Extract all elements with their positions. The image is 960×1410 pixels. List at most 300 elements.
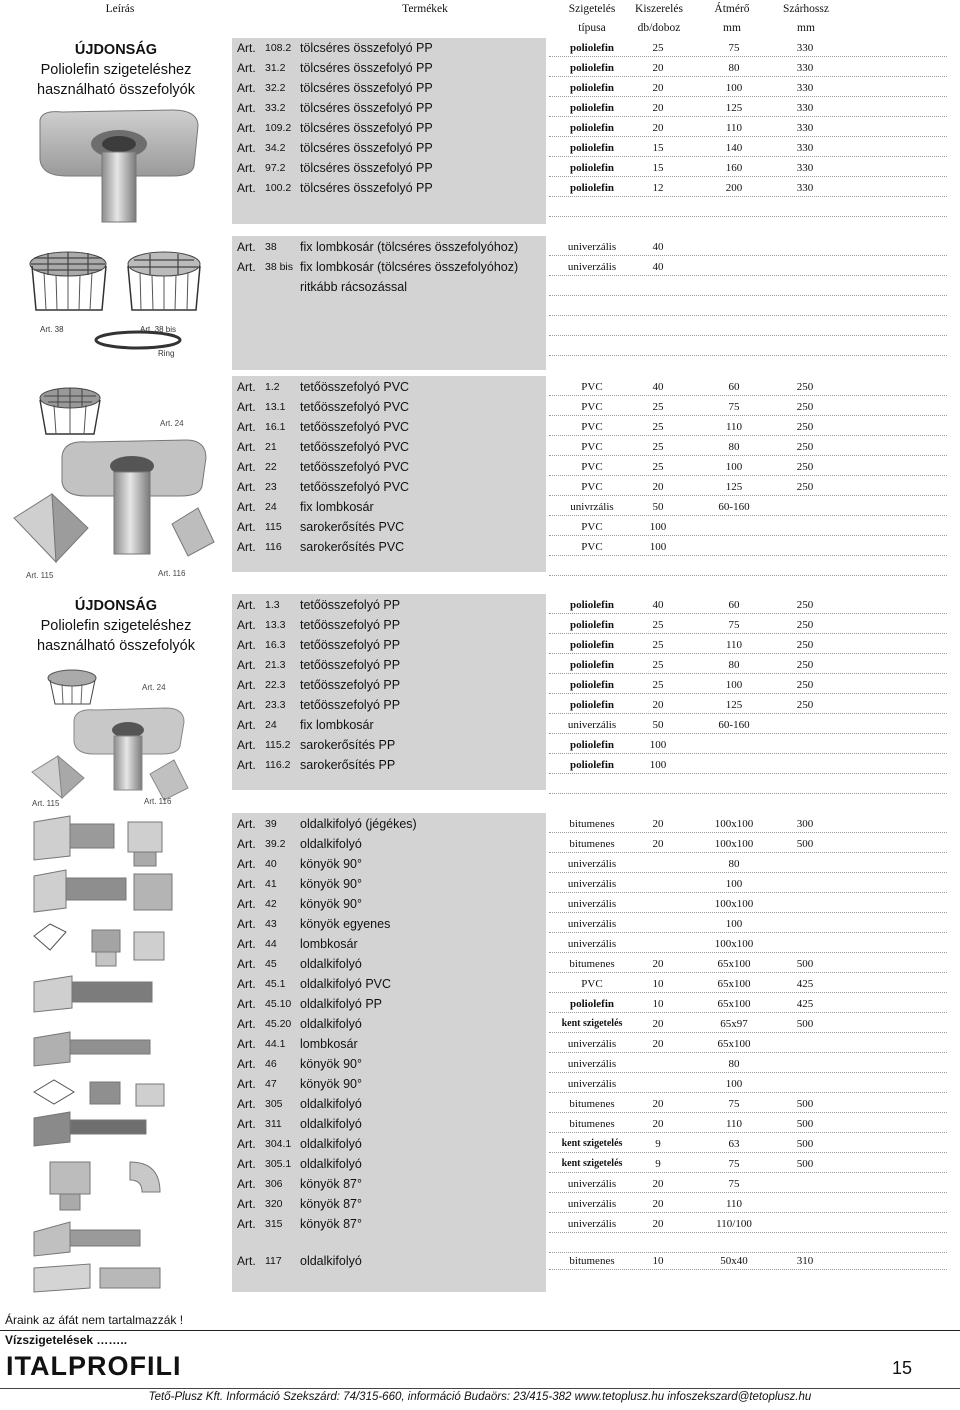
cell-art: Art. [237,1017,256,1031]
row-rule [549,495,947,496]
cell-qty: 15 [652,162,664,174]
cell-ins: poliolefin [569,699,614,711]
cell-qty: 25 [652,659,664,671]
cell-dia: 110 [725,1118,743,1130]
row-rule [549,793,947,794]
cell-num: 311 [265,1118,282,1130]
cell-art: Art. [237,1137,256,1151]
cell-ins: PVC [581,461,603,473]
table-row [0,417,960,437]
cell-qty: 20 [652,1118,664,1130]
cell-num: 117 [265,1255,282,1267]
cell-art: Art. [237,240,256,254]
cell-ins: poliolefin [569,42,614,54]
cell-desc: oldalkifolyó [300,957,362,971]
cell-art: Art. [237,181,256,195]
table-row [0,735,960,755]
row-rule [549,713,947,714]
row-rule [549,196,947,197]
cell-qty: 40 [652,381,664,393]
cell-desc: oldalkifolyó [300,1137,362,1151]
cell-ins: univerzális [567,1218,617,1230]
cell-dia: 50x40 [720,1255,748,1267]
cell-num: 38 [265,241,277,253]
cell-ins: poliolefin [569,122,614,134]
cell-num: 38 bis [265,261,294,273]
table-row [0,1194,960,1214]
cell-ins: PVC [581,541,603,553]
cell-ins: poliolefin [569,619,614,631]
cell-art: Art. [237,161,256,175]
cell-qty: 20 [652,1198,664,1210]
cell-desc: fix lombkosár (tölcséres összefolyóhoz) [300,240,519,254]
cell-desc: sarokerősítés PVC [300,520,405,534]
table-row [0,1174,960,1194]
cell-len: 310 [796,1255,814,1267]
cell-num: 100.2 [265,182,292,194]
table-row [0,38,960,58]
cell-ins: PVC [581,481,603,493]
cell-desc: tetőösszefolyó PP [300,678,401,692]
cell-num: 116 [265,541,282,553]
row-rule [549,335,947,336]
cell-art: Art. [237,1217,256,1231]
cell-qty: 20 [652,481,664,493]
cell-num: 23.3 [265,699,286,711]
table-row [0,854,960,874]
row-rule [549,535,947,536]
cell-num: 23 [265,481,277,493]
cell-ins: PVC [581,421,603,433]
cell-art: Art. [237,1157,256,1171]
cell-desc: könyök egyenes [300,917,391,931]
cell-ins: poliolefin [569,82,614,94]
cell-art: Art. [237,480,256,494]
table-row [0,954,960,974]
cell-desc: tölcséres összefolyó PP [300,141,433,155]
cell-ins: poliolefin [569,182,614,194]
cell-dia: 75 [728,1178,740,1190]
row-rule [549,435,947,436]
cell-len: 250 [796,599,814,611]
cell-len: 500 [796,958,814,970]
cell-num: 31.2 [265,62,286,74]
cell-ins: poliolefin [569,599,614,611]
cell-dia: 60 [728,381,740,393]
cell-num: 315 [265,1218,283,1230]
cell-ins: PVC [581,381,603,393]
cell-desc: könyök 90° [300,1057,362,1071]
title-line-2: Poliolefin szigeteléshez [40,62,192,78]
cell-art: Art. [237,598,256,612]
cell-ins: univerzális [567,719,617,731]
table-row [0,635,960,655]
cell-desc: lombkosár [300,937,358,951]
cell-len: 250 [796,401,814,413]
cell-ins: univerzális [567,898,617,910]
cell-qty: 20 [652,838,664,850]
cell-num: 39.2 [265,838,286,850]
cell-desc: tetőösszefolyó PP [300,618,401,632]
cell-qty: 50 [652,719,664,731]
cell-qty: 25 [652,42,664,54]
title-line-3: használható összefolyók [37,82,195,98]
cell-ins: kent szigetelés [561,1138,623,1149]
table-row [0,1154,960,1174]
cell-num: 32.2 [265,82,286,94]
page-number: 15 [891,1358,912,1378]
cell-dia: 100 [725,1078,743,1090]
title-line-3: használható összefolyók [37,638,195,654]
cell-art: Art. [237,1057,256,1071]
row-rule [549,1172,947,1173]
header-atmero: Átmérő [714,3,750,15]
footer-rule-top [0,1330,960,1331]
table-row [0,874,960,894]
row-rule [549,1052,947,1053]
row-rule [549,773,947,774]
row-rule [549,275,947,276]
cell-dia: 100 [725,878,743,890]
cell-qty: 40 [652,261,664,273]
row-rule [549,216,947,217]
cell-qty: 20 [652,1098,664,1110]
cell-desc: oldalkifolyó [300,1097,362,1111]
cell-qty: 25 [652,421,664,433]
title-line-2: Poliolefin szigeteléshez [40,618,192,634]
cell-dia: 75 [728,401,740,413]
cell-qty: 20 [652,62,664,74]
table-row [0,814,960,834]
row-rule [549,1212,947,1213]
cell-ins: univerzális [567,858,617,870]
cell-len: 330 [796,162,814,174]
cell-dia: 110 [725,122,743,134]
cell-art: Art. [237,897,256,911]
cell-ins: bitumenes [569,958,615,970]
cell-qty: 20 [652,958,664,970]
cell-dia: 140 [725,142,743,154]
cell-len: 330 [796,182,814,194]
cell-len: 330 [796,102,814,114]
cell-num: 22.3 [265,679,286,691]
footer-rule-bottom [0,1388,960,1389]
row-rule [549,1112,947,1113]
cell-ins: bitumenes [569,818,615,830]
table-row [0,78,960,98]
cell-qty: 20 [652,699,664,711]
header-szarhossz: Szárhossz [783,3,829,15]
cell-desc: könyök 90° [300,897,362,911]
cell-num: 305.1 [265,1158,292,1170]
table-row [0,497,960,517]
cell-dia: 80 [728,441,740,453]
cell-desc: tetőösszefolyó PP [300,658,401,672]
cell-art: Art. [237,61,256,75]
cell-art: Art. [237,678,256,692]
row-rule [549,932,947,933]
cell-desc: tetőösszefolyó PP [300,698,401,712]
category-label: Vízszigetelések …….. [5,1333,128,1347]
cell-ins: univerzális [567,918,617,930]
cell-art: Art. [237,540,256,554]
cell-desc: lombkosár [300,1037,358,1051]
row-rule [549,96,947,97]
cell-num: 116.2 [265,759,291,771]
cell-ins: bitumenes [569,838,615,850]
cell-dia: 75 [728,1098,740,1110]
cell-qty: 9 [655,1138,661,1150]
cell-qty: 25 [652,461,664,473]
cell-dia: 110/100 [716,1218,752,1230]
header-leiras: Leírás [105,3,135,15]
cell-len: 250 [796,381,814,393]
cell-art: Art. [237,857,256,871]
cell-num: 13.1 [265,401,286,413]
cell-desc: fix lombkosár [300,718,374,732]
cell-desc: tetőösszefolyó PVC [300,480,410,494]
cell-num: 33.2 [265,102,286,114]
row-rule [549,255,947,256]
cell-desc: tetőösszefolyó PVC [300,420,410,434]
cell-desc: tölcséres összefolyó PP [300,101,433,115]
cell-ins: poliolefin [569,102,614,114]
cell-num: 304.1 [265,1138,292,1150]
cell-qty: 50 [652,501,664,513]
table-row [0,237,960,257]
cell-num: 44.1 [265,1038,286,1050]
row-rule [549,832,947,833]
cell-qty: 25 [652,401,664,413]
cell-art: Art. [237,440,256,454]
cell-num: 115.2 [265,739,291,751]
cell-art: Art. [237,738,256,752]
cell-art: Art. [237,977,256,991]
row-rule [549,475,947,476]
cell-ins: poliolefin [569,759,614,771]
cell-num: 24 [265,501,277,513]
cell-num: 47 [265,1078,277,1090]
cell-art: Art. [237,618,256,632]
header-atmero-unit: mm [723,22,741,34]
cell-ins: PVC [581,521,603,533]
cell-desc: ritkább rácsozással [300,280,407,294]
row-rule [549,1132,947,1133]
cell-dia: 80 [728,858,740,870]
table-row [0,118,960,138]
cell-art: Art. [237,917,256,931]
table-row [0,138,960,158]
cell-desc: oldalkifolyó [300,1254,362,1268]
table-row [0,517,960,537]
cell-num: 16.1 [265,421,286,433]
cell-desc: tetőösszefolyó PVC [300,440,410,454]
header-db-doboz: db/doboz [637,22,681,34]
cell-qty: 100 [649,541,667,553]
cell-num: 320 [265,1198,283,1210]
table-row [0,755,960,775]
cell-len: 250 [796,659,814,671]
header-szigeteles: Szigetelés [568,3,616,15]
row-rule [549,872,947,873]
cell-desc: fix lombkosár (tölcséres összefolyóhoz) [300,260,519,274]
label-art-38: Art. 38 [40,325,64,334]
cell-art: Art. [237,1037,256,1051]
table-row [0,1054,960,1074]
cell-art: Art. [237,1077,256,1091]
cell-dia: 75 [728,42,740,54]
cell-dia: 60 [728,599,740,611]
row-rule [549,355,947,356]
cell-desc: könyök 87° [300,1197,362,1211]
cell-num: 115 [265,521,282,533]
row-rule [549,1072,947,1073]
table-row [0,1251,960,1271]
cell-ins: univerzális [567,241,617,253]
cell-dia: 100 [725,679,743,691]
cell-ins: poliolefin [569,739,614,751]
cell-art: Art. [237,937,256,951]
label-art-24: Art. 24 [160,419,184,428]
cell-art: Art. [237,1197,256,1211]
cell-len: 250 [796,639,814,651]
cell-qty: 9 [655,1158,661,1170]
cell-num: 46 [265,1058,277,1070]
table-row [0,1034,960,1054]
label-ring: Ring [158,349,175,358]
row-rule [549,1232,947,1233]
cell-dia: 100x100 [714,938,754,950]
cell-dia: 80 [728,1058,740,1070]
cell-qty: 100 [649,739,667,751]
cell-art: Art. [237,500,256,514]
cell-desc: oldalkifolyó PVC [300,977,392,991]
row-rule [549,673,947,674]
row-rule [549,753,947,754]
cell-len: 330 [796,82,814,94]
cell-art: Art. [237,400,256,414]
row-rule [549,1269,947,1270]
cell-art: Art. [237,658,256,672]
row-rule [549,1192,947,1193]
cell-desc: oldalkifolyó PP [300,997,382,1011]
cell-dia: 60-160 [718,501,750,513]
cell-art: Art. [237,1117,256,1131]
cell-qty: 10 [652,978,664,990]
cell-num: 45.1 [265,978,286,990]
header-tipusa: típusa [578,22,606,34]
header-kiszereles: Kiszerelés [635,3,683,15]
cell-qty: 25 [652,679,664,691]
cell-ins: univrzális [570,501,614,513]
cell-dia: 65x100 [717,998,751,1010]
cell-qty: 20 [652,1218,664,1230]
cell-ins: univerzális [567,938,617,950]
row-rule [549,455,947,456]
table-row [0,457,960,477]
cell-ins: poliolefin [569,679,614,691]
cell-ins: univerzális [567,1038,617,1050]
table-row [0,178,960,198]
cell-num: 42 [265,898,277,910]
cell-len: 425 [796,998,814,1010]
cell-ins: kent szigetelés [561,1158,623,1169]
cell-num: 34.2 [265,142,286,154]
cell-num: 306 [265,1178,283,1190]
cell-num: 21 [265,441,277,453]
cell-dia: 110 [725,639,743,651]
cell-num: 108.2 [265,42,292,54]
table-row [0,437,960,457]
cell-desc: könyök 90° [300,877,362,891]
cell-ins: univerzális [567,261,617,273]
cell-dia: 63 [728,1138,740,1150]
cell-art: Art. [237,101,256,115]
cell-qty: 40 [652,599,664,611]
table-row [0,277,960,297]
cell-ins: PVC [581,441,603,453]
cell-art: Art. [237,460,256,474]
cell-qty: 20 [652,1018,664,1030]
row-rule [549,575,947,576]
brand-logo: ITALPROFILI [6,1351,182,1381]
label-art-116: Art. 116 [158,569,186,578]
cell-dia: 100x100 [714,818,754,830]
header-szarhossz-unit: mm [797,22,815,34]
table-row [0,1134,960,1154]
cell-len: 300 [796,818,814,830]
row-rule [549,653,947,654]
cell-ins: poliolefin [569,998,614,1010]
row-rule [549,892,947,893]
cell-ins: poliolefin [569,62,614,74]
cell-dia: 75 [728,1158,740,1170]
row-rule [549,116,947,117]
label-art-38-bis: Art. 38 bis [140,325,177,334]
cell-len: 250 [796,421,814,433]
cell-ins: poliolefin [569,659,614,671]
contact-line: Tető-Plusz Kft. Információ Szekszárd: 74/315-660, információ Budaörs: 23/415-382 www.tetoplusz.hu infoszekszard@tetoplusz.hu [148,1391,812,1403]
cell-dia: 100 [725,82,743,94]
cell-art: Art. [237,758,256,772]
cell-len: 425 [796,978,814,990]
label-art-116: Art. 116 [144,797,172,806]
cell-num: 21.3 [265,659,286,671]
cell-num: 1.3 [265,599,280,611]
cell-dia: 65x100 [717,958,751,970]
label-art-24: Art. 24 [142,683,166,692]
cell-dia: 100x100 [714,898,754,910]
cell-num: 40 [265,858,277,870]
row-rule [549,415,947,416]
cell-art: Art. [237,1177,256,1191]
cell-desc: tetőösszefolyó PP [300,638,401,652]
cell-num: 44 [265,938,277,950]
cell-art: Art. [237,997,256,1011]
cell-art: Art. [237,837,256,851]
row-rule [549,852,947,853]
cell-dia: 125 [725,481,743,493]
cell-art: Art. [237,121,256,135]
cell-desc: tetőösszefolyó PVC [300,400,410,414]
cell-qty: 25 [652,441,664,453]
table-row [0,974,960,994]
cell-len: 500 [796,1118,814,1130]
cell-ins: poliolefin [569,162,614,174]
cell-num: 45.20 [265,1018,292,1030]
cell-len: 330 [796,62,814,74]
cell-dia: 100x100 [714,838,754,850]
